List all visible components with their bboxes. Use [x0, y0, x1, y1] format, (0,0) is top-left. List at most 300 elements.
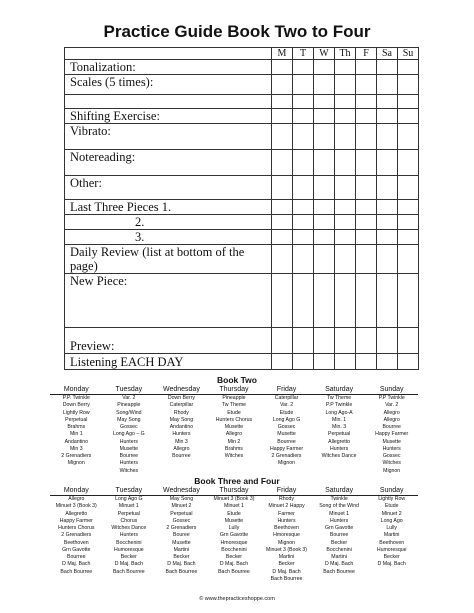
check-cell[interactable] — [377, 215, 398, 230]
practice-row-label: 2. — [65, 215, 272, 230]
day-header: Su — [398, 48, 419, 60]
check-cell[interactable] — [272, 124, 293, 150]
piece-item: D Maj. Bach — [114, 561, 143, 568]
schedule-day-header: Friday — [260, 487, 313, 496]
practice-row-label: Shifting Exercise: — [65, 109, 272, 124]
piece-item: Martini — [173, 546, 190, 553]
piece-item: Mignon — [383, 467, 401, 474]
check-cell[interactable] — [293, 274, 314, 328]
check-cell[interactable] — [293, 109, 314, 124]
piece-item: Minuet 1 — [118, 503, 139, 510]
check-cell[interactable] — [293, 245, 314, 274]
piece-item: Martini — [278, 554, 295, 560]
piece-item: Bocchenini — [326, 546, 352, 553]
piece-item: Bourree — [277, 438, 296, 445]
practice-row-label — [65, 95, 272, 109]
check-cell[interactable] — [398, 109, 419, 124]
check-cell[interactable] — [293, 215, 314, 230]
piece-item: Min. 3 — [332, 424, 347, 430]
check-cell[interactable] — [293, 150, 314, 176]
piece-item: Grn Gavotte — [62, 546, 91, 553]
piece-item: Mignon — [278, 460, 296, 467]
schedule-day-column — [208, 496, 261, 584]
piece-item: Bourree — [382, 424, 401, 430]
piece-item: Witches Dance — [111, 525, 147, 531]
piece-item: Hmoresque — [273, 532, 300, 539]
piece-item: Caterpillar — [169, 402, 194, 409]
check-cell[interactable] — [335, 328, 356, 354]
piece-item: Hunters Chorus — [215, 416, 253, 423]
check-cell[interactable] — [293, 230, 314, 245]
check-cell[interactable] — [398, 230, 419, 245]
check-cell[interactable] — [335, 200, 356, 215]
check-cell[interactable] — [377, 95, 398, 109]
schedule-day-column — [313, 496, 366, 584]
check-cell[interactable] — [377, 60, 398, 75]
piece-item: Long Ago G — [272, 416, 301, 423]
piece-item: Becker — [383, 554, 400, 560]
check-cell[interactable] — [335, 124, 356, 150]
piece-item: Allegretto — [328, 438, 351, 445]
piece-item: Minuet 2 — [381, 510, 402, 517]
piece-item: Lightly Row — [62, 409, 90, 416]
piece-item: Long Ago-A — [325, 409, 353, 416]
check-cell[interactable] — [293, 60, 314, 75]
piece-item: Musette — [224, 517, 244, 524]
check-cell[interactable] — [356, 75, 377, 95]
piece-item: Chorus — [120, 517, 138, 524]
check-cell[interactable] — [335, 75, 356, 95]
piece-item: May Song — [169, 416, 194, 423]
check-cell[interactable] — [272, 150, 293, 176]
check-cell[interactable] — [398, 75, 419, 95]
piece-item: Bouree — [173, 532, 190, 539]
piece-item: Min 3 — [69, 445, 83, 452]
check-cell[interactable] — [377, 176, 398, 200]
check-cell[interactable] — [377, 230, 398, 245]
piece-item: Brahms — [225, 445, 243, 452]
piece-item: Lully — [228, 525, 240, 531]
piece-item: Allegro — [383, 409, 400, 416]
day-header: T — [293, 48, 314, 60]
piece-item: Happy Farmer — [59, 517, 93, 524]
check-cell[interactable] — [293, 354, 314, 370]
schedule-day-column — [103, 395, 156, 475]
check-cell[interactable] — [335, 60, 356, 75]
check-cell[interactable] — [314, 245, 335, 274]
piece-item: Etude — [227, 510, 241, 517]
piece-item: P.P Twinkle — [325, 402, 353, 409]
piece-item: Twinkle — [330, 496, 348, 502]
check-cell[interactable] — [272, 274, 293, 328]
check-cell[interactable] — [314, 354, 335, 370]
check-cell[interactable] — [356, 230, 377, 245]
piece-item: D Maj. Bach — [377, 561, 406, 568]
piece-item: Minuet 3 (Book 3) — [213, 496, 255, 502]
piece-item: Beethoven — [379, 539, 405, 546]
piece-item: Bourree — [172, 453, 191, 459]
day-header: Sa — [377, 48, 398, 60]
piece-item: Farmer — [278, 510, 295, 517]
piece-item: Var. 2 — [122, 395, 136, 401]
schedule-day-header: Tuesday — [103, 487, 156, 496]
piece-item: Var. 2 — [385, 402, 399, 409]
piece-item: Witches — [224, 453, 244, 459]
schedule-day-header: Saturday — [313, 386, 366, 395]
check-cell[interactable] — [356, 150, 377, 176]
piece-item: Andantino — [64, 438, 88, 445]
check-cell[interactable] — [272, 328, 293, 354]
piece-item: Hunters — [119, 438, 138, 445]
schedule-day-column — [50, 395, 103, 475]
check-cell[interactable] — [335, 95, 356, 109]
piece-item: Musette — [119, 445, 139, 452]
piece-item: Bach Bourree — [60, 568, 93, 575]
piece-item: Perpetual — [117, 510, 140, 517]
schedule-day-column — [103, 496, 156, 584]
piece-item: Bach Bourree — [323, 568, 355, 575]
piece-item: D Maj. Bach — [324, 561, 354, 568]
piece-item: Long Ago G — [115, 496, 143, 502]
piece-item: Allegro — [383, 416, 400, 423]
check-cell[interactable] — [398, 124, 419, 150]
check-cell[interactable] — [314, 75, 335, 95]
piece-item: Var. 2 — [279, 402, 294, 409]
piece-item: Hmoresque — [220, 539, 248, 546]
check-cell[interactable] — [314, 176, 335, 200]
piece-item: D Maj. Bach — [272, 568, 301, 575]
check-cell[interactable] — [314, 95, 335, 109]
piece-item: Min 1 — [69, 431, 83, 438]
piece-item: Musette — [224, 424, 244, 430]
piece-item: Etude — [279, 409, 294, 416]
check-cell[interactable] — [398, 354, 419, 370]
piece-item: Allegro — [173, 445, 190, 452]
check-cell[interactable] — [314, 274, 335, 328]
check-cell[interactable] — [377, 354, 398, 370]
piece-item: Witches Dance — [321, 453, 357, 459]
check-cell[interactable] — [335, 176, 356, 200]
check-cell[interactable] — [293, 200, 314, 215]
check-cell[interactable] — [272, 230, 293, 245]
piece-item: Tw Theme — [221, 402, 247, 409]
piece-item: Humoresque — [376, 546, 407, 553]
piece-item: Minuet 2 — [171, 503, 192, 510]
page-title: Practice Guide Book Two to Four — [103, 22, 371, 41]
piece-item: Bach Bourree — [165, 568, 198, 575]
piece-item: Hunters — [119, 532, 138, 539]
check-cell[interactable] — [398, 274, 419, 328]
piece-item: Minuet 3 (Book 3) — [266, 546, 307, 553]
check-cell[interactable] — [272, 354, 293, 370]
practice-row-label: Vibrato: — [65, 124, 272, 150]
book-three-four-schedule — [50, 487, 418, 583]
piece-item: Andantino — [169, 424, 194, 430]
piece-item: Brahms — [67, 424, 86, 430]
practice-row-label: Scales (5 times): — [65, 75, 272, 95]
check-cell[interactable] — [398, 176, 419, 200]
check-cell[interactable] — [293, 328, 314, 354]
piece-item: Becker — [278, 561, 295, 568]
schedule-day-header: Friday — [260, 386, 313, 395]
piece-item: Pineapple — [117, 402, 141, 409]
check-cell[interactable] — [335, 230, 356, 245]
piece-item: May Song — [117, 416, 141, 423]
piece-item: 2 Grenadiers — [61, 532, 92, 539]
schedule-day-header: Wednesday — [155, 487, 208, 496]
book-two-schedule — [50, 386, 418, 475]
check-cell[interactable] — [356, 95, 377, 109]
practice-row-label: New Piece: — [65, 274, 272, 328]
check-cell[interactable] — [398, 60, 419, 75]
schedule-day-column — [260, 496, 313, 584]
check-cell[interactable] — [272, 245, 293, 274]
piece-item: Bach Bourree — [270, 575, 303, 582]
check-cell[interactable] — [272, 200, 293, 215]
schedule-day-header: Monday — [50, 386, 103, 395]
piece-item: Long Ago – G — [112, 431, 145, 438]
piece-item: Bourree — [67, 554, 86, 560]
piece-item: Becker — [331, 539, 348, 546]
check-cell[interactable] — [398, 200, 419, 215]
check-cell[interactable] — [272, 60, 293, 75]
piece-item: Hunters — [119, 460, 138, 467]
piece-item: Becker — [120, 554, 137, 560]
check-cell[interactable] — [356, 274, 377, 328]
check-cell[interactable] — [377, 274, 398, 328]
practice-row-label: Tonalization: — [65, 60, 272, 75]
piece-item: Musette — [277, 431, 296, 438]
piece-item: Bach Bourree — [218, 568, 250, 575]
day-header: Th — [335, 48, 356, 60]
piece-item: Tw Theme — [327, 395, 352, 401]
check-cell[interactable] — [356, 109, 377, 124]
piece-item: Song/Wind — [116, 409, 142, 416]
check-cell[interactable] — [356, 245, 377, 274]
piece-item: Minuet 1 — [329, 510, 350, 517]
check-cell[interactable] — [272, 176, 293, 200]
practice-row-label: Other: — [65, 176, 272, 200]
piece-item: Bourree — [329, 532, 349, 539]
piece-item: Perpetual — [170, 510, 193, 517]
check-cell[interactable] — [377, 328, 398, 354]
practice-row-label: 3. — [65, 230, 272, 245]
piece-item: Rhody — [173, 409, 189, 416]
piece-item: Caterpillar — [274, 395, 299, 401]
day-header: F — [356, 48, 377, 60]
schedule-day-column — [155, 395, 208, 475]
check-cell[interactable] — [377, 150, 398, 176]
check-cell[interactable] — [314, 200, 335, 215]
piece-item: Min 3 — [175, 438, 188, 445]
piece-item: Hunters — [382, 445, 401, 452]
piece-item: Bocchenini — [116, 539, 142, 546]
piece-item: Perpetual — [327, 431, 351, 438]
piece-item: Hunters — [172, 431, 191, 438]
check-cell[interactable] — [314, 230, 335, 245]
piece-item: Grn Gavotte — [219, 532, 249, 539]
piece-item: Perpetual — [65, 416, 88, 423]
piece-item: Musette — [172, 539, 191, 546]
check-cell[interactable] — [377, 245, 398, 274]
piece-item: Lightly Row — [378, 496, 406, 502]
piece-item: D Maj. Bach — [219, 561, 249, 568]
practice-row-label: Listening EACH DAY — [65, 354, 272, 370]
check-cell[interactable] — [398, 245, 419, 274]
check-cell[interactable] — [272, 75, 293, 95]
piece-item: Gossec — [382, 453, 401, 459]
piece-item: Mignon — [278, 539, 296, 546]
piece-item: Musette — [382, 438, 401, 445]
schedule-day-header: Thursday — [208, 487, 261, 496]
check-cell[interactable] — [314, 215, 335, 230]
piece-item: Beethoven — [63, 539, 89, 546]
check-cell[interactable] — [272, 215, 293, 230]
schedule-day-header: Sunday — [365, 487, 418, 496]
check-cell[interactable] — [335, 109, 356, 124]
piece-item: D Maj. Bach — [62, 561, 91, 568]
check-cell[interactable] — [314, 60, 335, 75]
check-cell[interactable] — [335, 150, 356, 176]
piece-item: Etude — [384, 503, 399, 510]
check-cell[interactable] — [356, 200, 377, 215]
schedule-day-header: Thursday — [208, 386, 261, 395]
check-cell[interactable] — [293, 75, 314, 95]
book-two-heading: Book Two — [217, 375, 257, 385]
check-cell[interactable] — [314, 109, 335, 124]
schedule-day-header: Monday — [50, 487, 103, 496]
piece-item: Becker — [225, 554, 243, 560]
check-cell[interactable] — [314, 328, 335, 354]
piece-item: Gossec — [172, 517, 191, 524]
check-cell[interactable] — [356, 60, 377, 75]
practice-row-label: Preview: — [65, 328, 272, 354]
copyright-footer: © www.thepracticeshoppe.com — [199, 596, 275, 602]
day-header: M — [272, 48, 293, 60]
schedule-day-header: Sunday — [365, 386, 418, 395]
check-cell[interactable] — [335, 245, 356, 274]
book-three-four-heading: Book Three and Four — [194, 476, 280, 486]
piece-item: Bach Bourree — [112, 568, 145, 575]
piece-item: Allegretto — [65, 510, 88, 517]
piece-item: Grn Gavotte — [324, 525, 354, 531]
grid-header-blank — [65, 48, 272, 60]
schedule-day-column — [208, 395, 261, 475]
piece-item: Etude — [227, 409, 241, 416]
piece-item: Min. 1 — [332, 416, 347, 423]
check-cell[interactable] — [377, 109, 398, 124]
check-cell[interactable] — [377, 124, 398, 150]
piece-item: P.P. Twinkle — [62, 395, 90, 401]
piece-item: 2 Grenadiers — [166, 525, 197, 531]
check-cell[interactable] — [356, 124, 377, 150]
piece-item: Minuet 2 Happy — [268, 503, 305, 510]
piece-item: Beethoven — [274, 525, 299, 531]
piece-item: Hunters Chorus — [58, 525, 95, 531]
piece-item: Down Berry — [62, 402, 90, 409]
piece-item: 2 Grenadiers — [61, 453, 92, 459]
piece-item: Minuet 1 — [224, 503, 244, 510]
piece-item: Becker — [173, 554, 190, 560]
practice-row-label: Notereading: — [65, 150, 272, 176]
schedule-day-header: Tuesday — [103, 386, 156, 395]
piece-item: Lully — [386, 525, 398, 531]
piece-item: Mignon — [67, 460, 85, 467]
check-cell[interactable] — [272, 95, 293, 109]
check-cell[interactable] — [335, 354, 356, 370]
piece-item: Bocchenini — [221, 546, 247, 553]
schedule-day-column — [50, 496, 103, 584]
check-cell[interactable] — [398, 95, 419, 109]
practice-row-label: Last Three Pieces 1. — [65, 200, 272, 215]
piece-item: Hunters — [330, 517, 349, 524]
piece-item: Down Berry — [167, 395, 195, 401]
piece-item: Martini — [331, 554, 347, 560]
schedule-day-column — [260, 395, 313, 475]
schedule-day-column — [155, 496, 208, 584]
piece-item: Gossec — [277, 424, 296, 430]
check-cell[interactable] — [314, 150, 335, 176]
check-cell[interactable] — [398, 328, 419, 354]
piece-item: Happy Farmer — [269, 445, 304, 452]
piece-item: Min 2 — [227, 438, 241, 445]
piece-item: Humoresque — [113, 546, 144, 553]
piece-item: Rhody — [279, 496, 295, 502]
piece-item: Hunters — [277, 517, 296, 524]
piece-item: May Song — [169, 496, 194, 502]
check-cell[interactable] — [293, 95, 314, 109]
piece-item: Gossec — [120, 424, 138, 430]
check-cell[interactable] — [293, 176, 314, 200]
piece-item: 2 Grenadiers — [271, 453, 302, 459]
piece-item: Song of the Wind — [319, 503, 359, 510]
piece-item: Happy Farmer — [375, 431, 409, 438]
check-cell[interactable] — [398, 150, 419, 176]
piece-item: Allegro — [68, 496, 85, 502]
piece-item: D Maj. Bach — [167, 561, 196, 568]
check-cell[interactable] — [356, 354, 377, 370]
piece-item: Pineapple — [222, 395, 246, 401]
check-cell[interactable] — [335, 274, 356, 328]
piece-item: Witches — [382, 460, 401, 467]
practice-grid — [64, 47, 419, 370]
piece-item: Martini — [383, 532, 400, 539]
check-cell[interactable] — [314, 124, 335, 150]
piece-item: Minuet 3 (Book 3) — [55, 503, 97, 510]
piece-item: Witches — [119, 467, 139, 474]
schedule-day-column — [313, 395, 366, 475]
check-cell[interactable] — [398, 215, 419, 230]
schedule-day-column — [365, 496, 418, 584]
check-cell[interactable] — [356, 176, 377, 200]
check-cell[interactable] — [335, 215, 356, 230]
check-cell[interactable] — [293, 124, 314, 150]
piece-item: P.P Twinkle — [378, 395, 405, 401]
piece-item: Hunters — [330, 445, 349, 452]
schedule-day-column — [365, 395, 418, 475]
piece-item: Allegro — [225, 431, 243, 438]
check-cell[interactable] — [377, 75, 398, 95]
check-cell[interactable] — [356, 328, 377, 354]
piece-item: Long Ago — [380, 517, 403, 524]
piece-item: Bourree — [119, 453, 139, 459]
practice-row-label: Daily Review (list at bottom of the page) — [65, 245, 272, 274]
check-cell[interactable] — [377, 200, 398, 215]
day-header: W — [314, 48, 335, 60]
schedule-day-header: Saturday — [313, 487, 366, 496]
check-cell[interactable] — [272, 109, 293, 124]
check-cell[interactable] — [356, 215, 377, 230]
